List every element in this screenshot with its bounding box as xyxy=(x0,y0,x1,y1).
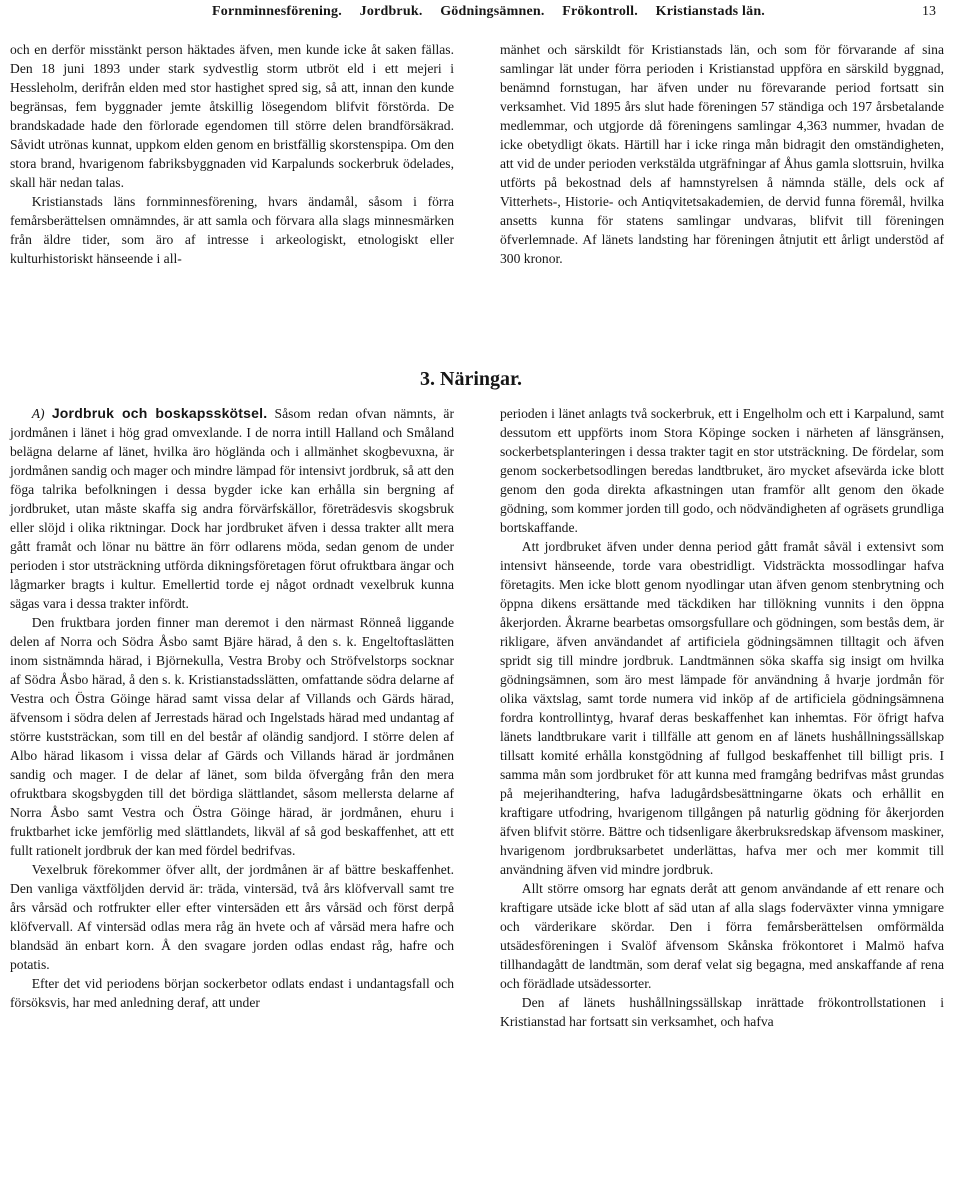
paragraph: Att jordbruket äfven under denna period gått framåt såväl i extensivt som intensivt hänseende, torde vara obestridligt. Vidsträckta mossodlingar hafva företagits. Men icke blott genom nyodlingar utan äfven genom stenbrytning och öppna dikens ersättande med täckdiken har tillökning vunnits i den öppna åkerjorden. Åkrarne bearbetas omsorgsfullare och gödningen, som bestås dem, är rikligare, äfven användandet af artificiela gödningsämnen tilltagit och äfven spridt sig till mindre jordbruk. Landtmännen söka skaffa sig insigt om hvilka gödningsämnen, som äro mest lämpade för användning å hvarje jordmån för olika växtslag, samt torde numera vid inköp af de artificiela gödningsämnena fordra kontrollintyg, hvaraf deras beskaffenhet kan inhemtas. För öfrigt hafva länets landtbrukare varit i tillfälle att genom en af länets hushållningssällskap tillsatt komité erhålla konstgödning af fullgod beskaffenhet till billigt pris. I samma mån som jordbruket för att kunna med framgång bedrifvas måst grundas på mejerihandtering, hafva ladugårdsbesättningarne ökats och erhållit en kraftigare utfodring, hvarigenom tillgången på naturlig gödning för åkerjorden äfven blifvit större. Bättre och tidsenligare åkerbruksredskap äfvensom maskiner, hvarigenom jordbruksarbetet underlättas, hafva mer och mer kommit till användning äfven vid mindre jordbruk. xyxy=(500,539,944,877)
running-head-part: Kristianstads län. xyxy=(655,4,766,19)
paragraph: Kristianstads läns fornminnesförening, hvars ändamål, såsom i förra femårsberättelsen omnämndes, är att samla och förvara alla slags minnesmärken från äldre tider, som äro af intresse i arkeologiskt, etnologiskt eller kulturhistoriskt hänseende i all- xyxy=(10,194,454,266)
subsection-letter: A) xyxy=(31,406,45,421)
bottom-left-column xyxy=(10,404,454,1012)
page-number: 13 xyxy=(922,4,936,19)
top-right-column xyxy=(500,40,944,268)
running-head-part: Frökontroll. xyxy=(562,4,638,19)
top-left-column xyxy=(10,40,454,268)
paragraph: Allt större omsorg har egnats deråt att genom användande af ett renare och kraftigare utsäde icke blott af säd utan af alla slags foderväxter vinna ymnigare och värderikare skördar. Den i förra femårsberättelsen omförmälda utsädesföreningen i Svalöf äfvensom Skånska frökontoret i Malmö hafva tillhandagått de landtmän, som deraf velat sig begagna, med anskaffande af rena och förädlade utsädessorter. xyxy=(500,881,944,991)
section-heading: 3. Näringar. xyxy=(420,368,523,390)
paragraph: Efter det vid periodens början sockerbetor odlats endast i undantagsfall och försöksvis, har med anledning deraf, att under xyxy=(10,976,454,1010)
running-head-part: Jordbruk. xyxy=(359,4,423,19)
paragraph: mänhet och särskildt för Kristianstads län, och som för förvarande af sina samlingar lät under förra perioden i Kristianstad uppföra en särskild byggnad, benämnd fornstugan, har äfven under nu förevarande period fortsatt sin verksamhet. Vid 1895 års slut hade föreningen 57 ständiga och 197 årsbetalande medlemmar, och utgjorde då föreningens samlingar 4,363 nummer, hvadan de icke obetydligt ökats. Härtill har i icke ringa mån bidragit den omständigheten, att vid de under perioden verkstälda utgräfningar af Åhus gamla slottsruin, hvilka utförts på bekostnad dels af hamnstyrelsen å nämnda ställe, dels ock af Vitterhets-, Historie- och Antiqvitetsakademien, de dervid funna föremål, hvilka ansetts kunna för statens samlingar undvaras, blifvit till föreningen öfverlemnade. Af länets landsting har föreningen åtnjutit ett årligt understöd af 300 kronor. xyxy=(500,42,944,266)
paragraph: Vexelbruk förekommer öfver allt, der jordmånen är af bättre beskaffenhet. Den vanliga växtföljden dervid är: träda, vintersäd, två års klöfvervall samt tre års vårsäd och rotfrukter eller efter vintersäden ett års vårsäd och först derpå klöfvervall. Af vintersäd odlas mera råg än hvete och af vårsäd mera hafre och blandsäd än enbart korn. Å den svagare jorden odlas endast råg, hafre och potatis. xyxy=(10,862,454,972)
paragraph: Den fruktbara jorden finner man deremot i den närmast Rönneå liggande delen af Norra och Södra Åsbo samt Bjäre härad, å den s. k. Engeltoftaslätten inom sistnämnda härad, i Björnekulla, Vestra Broby och Ströfvelstorps socknar af Södra Åsbo härad, å den s. k. Kristianstadsslätten, omfattande södra delarne af Vestra och Östra Göinge härad samt vissa delar af Villands och Gärds härad, äfvensom i södra delen af Jerrestads härad och Ingelstads härad med undantag af större kuststräckan, som till en del består af oländig sandjord. I större delen af Albo härad likasom i vissa delar af Gärds och Villands härad är jordmånen sandig och mager. I de delar af länet, som bilda öfvergång från den mera ofruktbara skogsbygden till det bördiga slättlandet, såsom mellersta delarne af Norra Åsbo samt Vestra och Östra Göinge härad, är jordmånen, ehuru i fruktbarhet icke jemförlig med slättlandets, likväl af så god beskaffenhet, att ett fullt rationelt jordbruk der kan med fördel bedrifvas. xyxy=(10,615,454,858)
bottom-right-column xyxy=(500,404,944,1031)
paragraph-text: Såsom redan ofvan nämnts, är jordmånen i länet i hög grad omvexlande. I de norra intill Halland och Småland belägna delarne af länet, hvilka äro höglända och i allmänhet skogbevuxna, är jordmånen sandig och mager och mindre lämpad för intensivt jordbruk, så att den föga talrika befolkningen i dessa bygder icke kan erhålla sin bergning af jordbruket, utan måste skaffa sig andra förvärfskällor, företrädesvis skogsbruk eller slöjd i olika riktningar. Dock har jordbruket äfven i dessa trakter allt mera gått framåt och lönar nu bättre än förr odlarens möda, sedan genom de under perioden i stor utsträckning utförda dikningsföretagen förut ofruktbara ängar och lågmarker bragts i kultur. Emellertid torde ej något ordnadt vexelbruk kunna sägas vara i dessa trakter infördt. xyxy=(10,406,454,611)
running-head-title xyxy=(212,4,765,20)
paragraph xyxy=(10,404,454,613)
running-head xyxy=(0,4,960,26)
running-head-part: Gödningsämnen. xyxy=(440,4,545,19)
paragraph: Den af länets hushållningssällskap inrättade frökontrollstationen i Kristianstad har fortsatt sin verksamhet, och hafva xyxy=(500,995,944,1029)
paragraph: och en derför misstänkt person häktades äfven, men kunde icke åt saken fällas. Den 18 juni 1893 under stark sydvestlig storm utbröt eld i ett mejeri i Hessleholm, derifrån elden med stor hastighet spred sig, så att, innan den kunde begränsas, fem byggnader jemte åtskillig lösegendom blifvit förstörda. De brandskadade hade den förlorade egendomen till större delen brandförsäkrad. Såvidt utrönas kunnat, uppkom elden genom en bristfällig skorstenspipa. Om den stora brand, hvarigenom fabriksbyggnaden vid Karpalunds sockerbruk ödelades, skall här nedan talas. xyxy=(10,42,454,190)
running-head-part: Fornminnesförening. xyxy=(212,4,342,19)
subsection-title: Jordbruk och boskapsskötsel. xyxy=(51,405,268,421)
paragraph: perioden i länet anlagts två sockerbruk, ett i Engelholm och ett i Karpalund, samt dessutom ett uppförts inom Stora Köpinge socken i närheten af länsgränsen, sockerbetsplanteringen i dessa trakter tagit en stor utsträckning. De fördelar, som genom sockerbetsodlingen beredas landtbruket, äro mycket afsevärda icke blott genom den goda direkta afkastningen utan framför allt genom den ökade gödning, som kommer jorden till godo, och nödvändigheten af ogräsets grundliga bortskaffande. xyxy=(500,406,944,535)
